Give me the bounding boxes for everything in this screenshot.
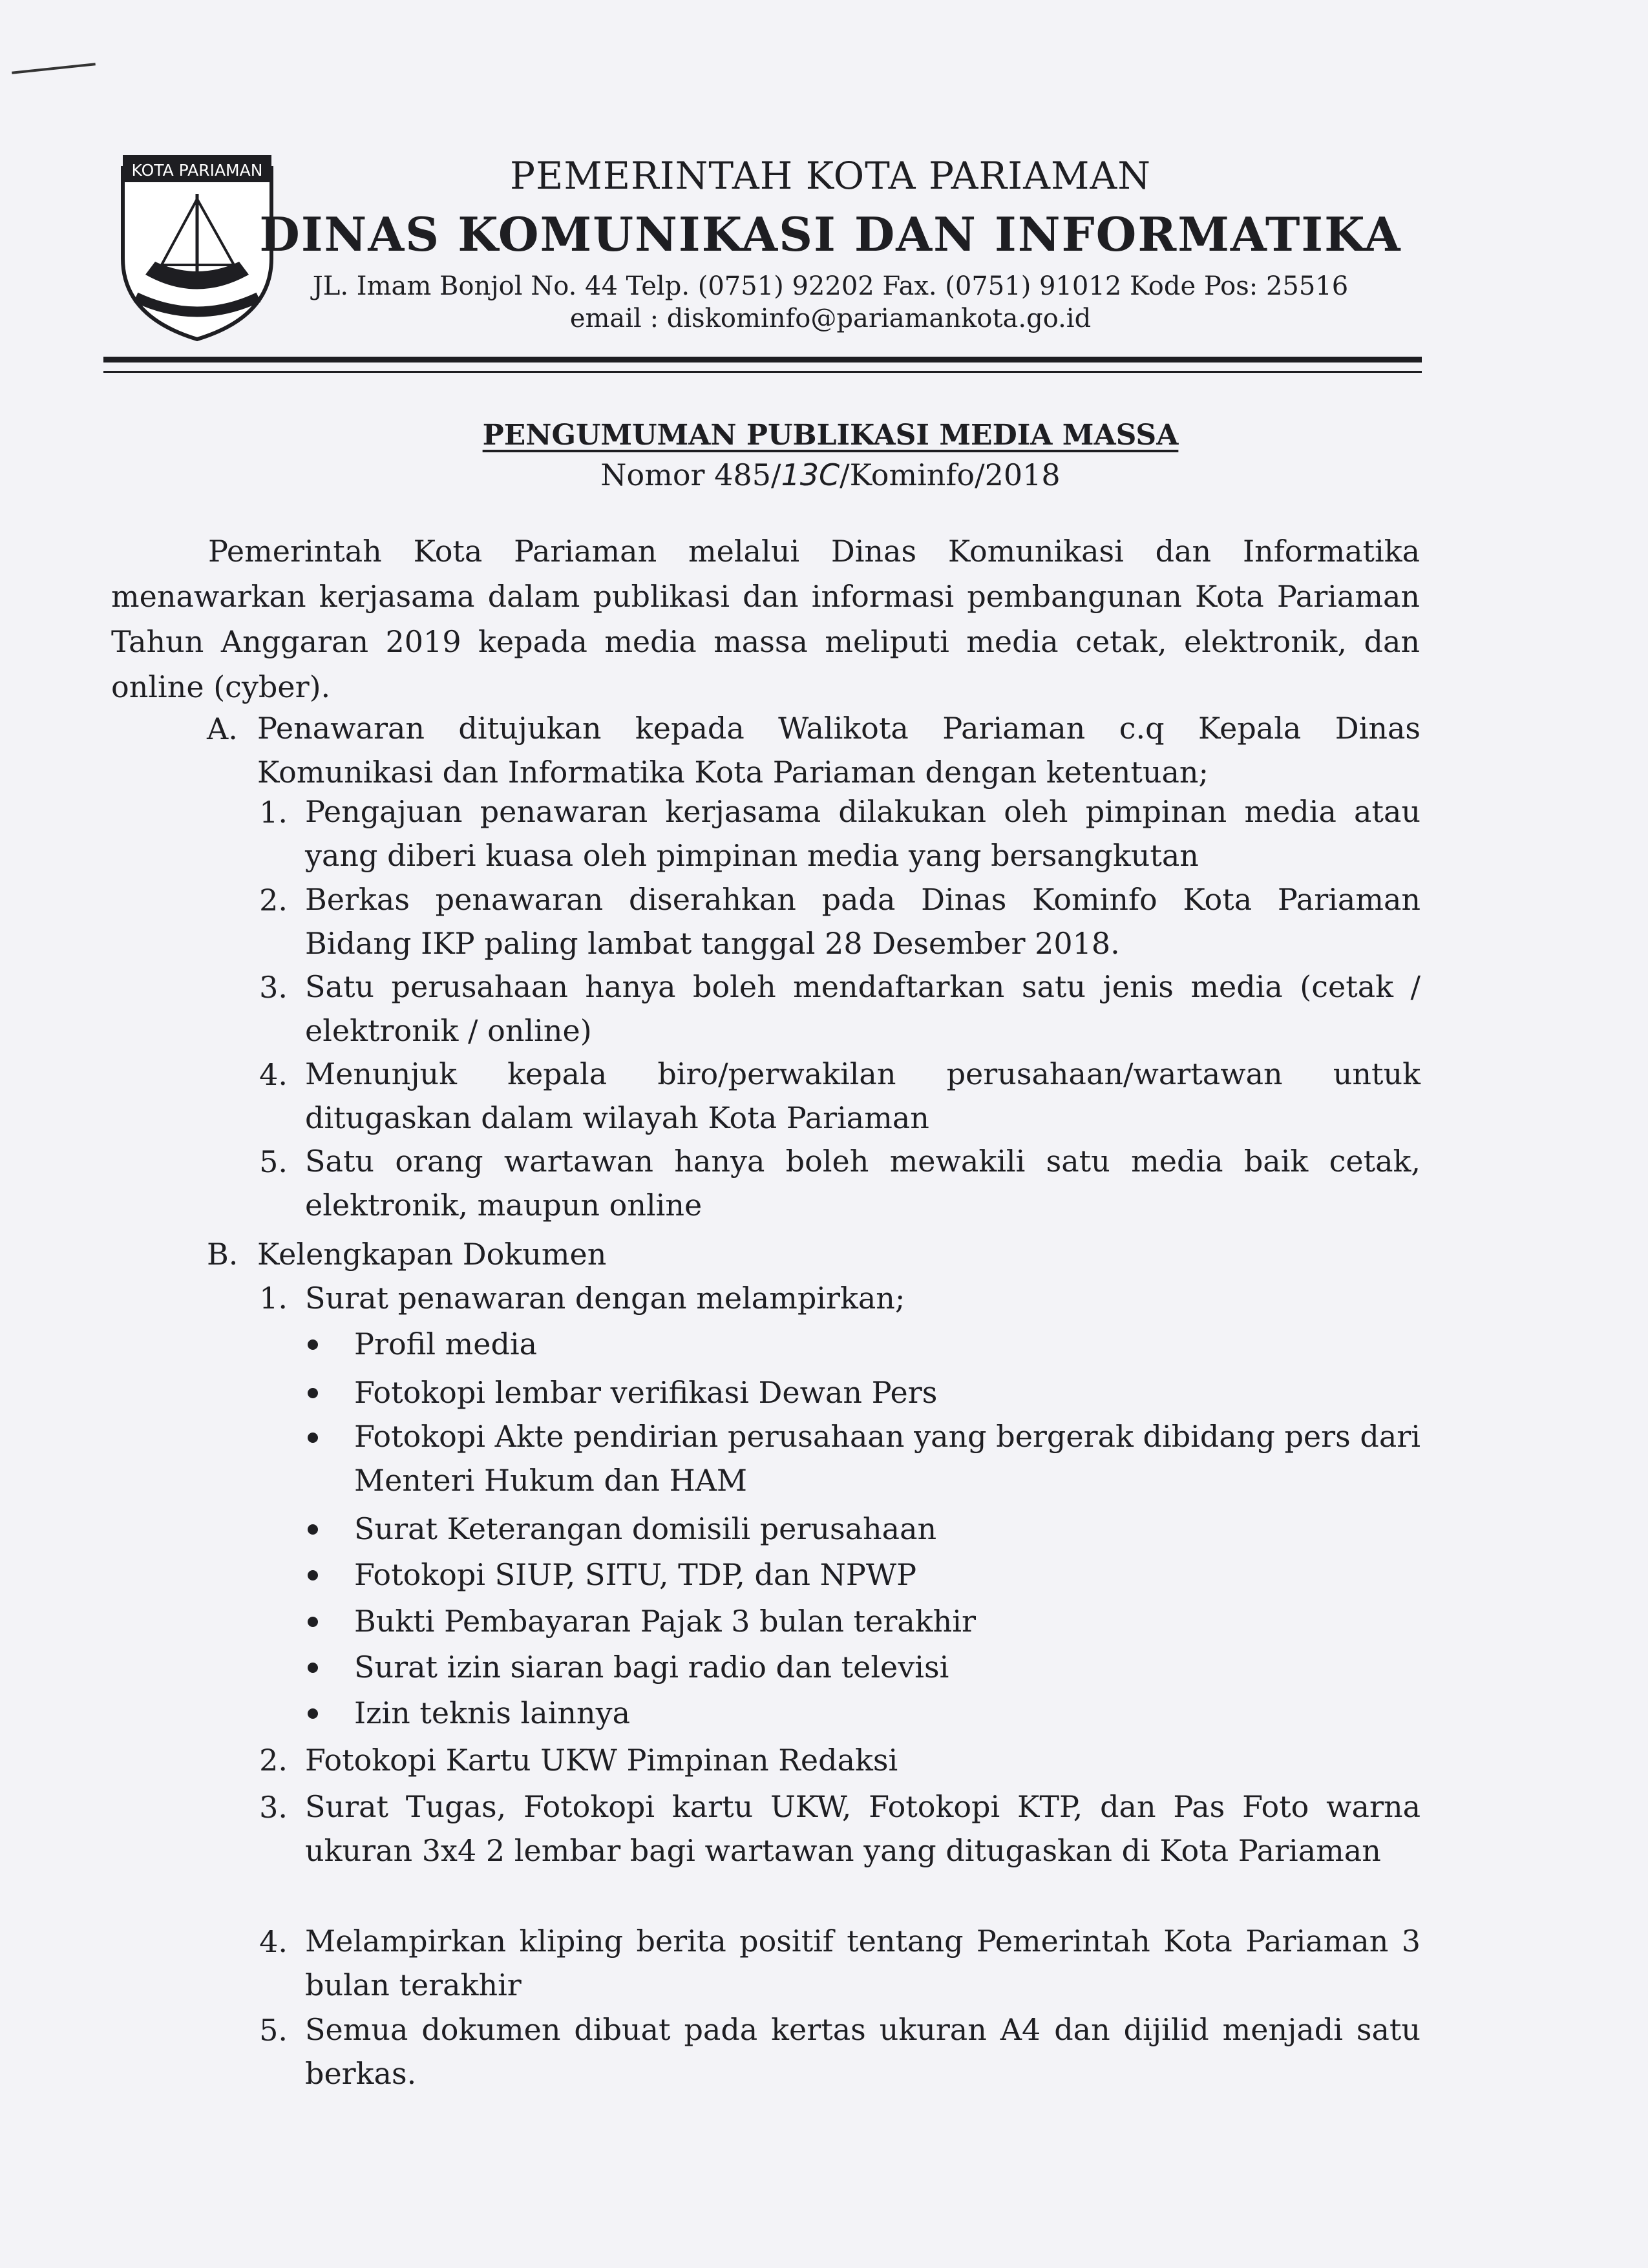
agency-email: email : diskominfo@pariamankota.go.id: [569, 304, 1092, 333]
attachment-item: Bukti Pembayaran Pajak 3 bulan terakhir: [354, 1604, 976, 1639]
letterhead-divider-thin: [103, 371, 1422, 373]
a-item-text: Berkas penawaran diserahkan pada Dinas Kominfo Kota Pariaman Bidang IKP paling lambat tanggal 28 Desember 2018.: [305, 882, 1421, 961]
b-item-number: 1.: [259, 1281, 288, 1316]
a-item-number: 1.: [259, 795, 288, 830]
a-item-number: 4.: [259, 1057, 288, 1092]
b-item-text: Surat penawaran dengan melampirkan;: [305, 1281, 905, 1316]
bullet-icon: [308, 1617, 318, 1627]
bullet-icon: [308, 1388, 318, 1398]
b-item-number: 5.: [259, 2013, 288, 2048]
bullet-icon: [308, 1708, 318, 1719]
svg-text:KOTA PARIAMAN: KOTA PARIAMAN: [131, 161, 263, 180]
attachment-item: Fotokopi lembar verifikasi Dewan Pers: [354, 1375, 938, 1410]
handwritten-number: 13C: [781, 457, 840, 492]
a-item-number: 2.: [259, 883, 288, 918]
b-item-number: 2.: [259, 1743, 288, 1778]
a-item-text: Satu orang wartawan hanya boleh mewakili satu media baik cetak, elektronik, maupun online: [305, 1144, 1421, 1223]
section-a-label: A.: [207, 711, 238, 746]
letterhead-divider: [103, 357, 1422, 362]
government-name: PEMERINTAH KOTA PARIAMAN: [509, 154, 1152, 198]
attachment-item: Fotokopi SIUP, SITU, TDP, dan NPWP: [354, 1557, 917, 1592]
attachment-item: Surat Keterangan domisili perusahaan: [354, 1511, 937, 1546]
agency-address: JL. Imam Bonjol No. 44 Telp. (0751) 92202 Fax. (0751) 91012 Kode Pos: 25516: [312, 271, 1349, 301]
attachment-item: Surat izin siaran bagi radio dan televisi: [354, 1650, 949, 1685]
bullet-icon: [308, 1663, 318, 1673]
bullet-icon: [308, 1570, 318, 1580]
agency-name: DINAS KOMUNIKASI DAN INFORMATIKA: [259, 207, 1402, 262]
attachment-item: Fotokopi Akte pendirian perusahaan yang bergerak dibidang pers dari Menteri Hukum dan HAM: [354, 1419, 1421, 1498]
b-item-number: 4.: [259, 1924, 288, 1959]
intro-paragraph: Pemerintah Kota Pariaman melalui Dinas Komunikasi dan Informatika menawarkan kerjasama dalam publikasi dan informasi pembangunan Kota Pariaman Tahun Anggaran 2019 kepada media massa meliputi media cetak, elektronik, dan online (cyber).: [111, 534, 1420, 704]
section-b-text: Kelengkapan Dokumen: [257, 1237, 607, 1272]
bullet-icon: [308, 1433, 318, 1443]
bullet-icon: [308, 1524, 318, 1535]
b-item-text: Melampirkan kliping berita positif tentang Pemerintah Kota Pariaman 3 bulan terakhir: [305, 1924, 1421, 2002]
a-item-text: Pengajuan penawaran kerjasama dilakukan oleh pimpinan media atau yang diberi kuasa oleh pimpinan media yang bersangkutan: [305, 794, 1421, 873]
a-item-text: Menunjuk kepala biro/perwakilan perusahaan/wartawan untuk ditugaskan dalam wilayah Kota Pariaman: [305, 1056, 1421, 1135]
document-number: Nomor 485/13C/Kominfo/2018: [600, 457, 1061, 492]
b-item-number: 3.: [259, 1790, 288, 1825]
pen-stroke-mark: [12, 63, 96, 74]
section-a-text: Penawaran ditujukan kepada Walikota Pariaman c.q Kepala Dinas Komunikasi dan Informatika Kota Pariaman dengan ketentuan;: [257, 711, 1421, 790]
kota-pariaman-logo: [116, 149, 278, 342]
b-item-text: Fotokopi Kartu UKW Pimpinan Redaksi: [305, 1743, 898, 1778]
attachment-item: Izin teknis lainnya: [354, 1696, 631, 1730]
b-item-text: Surat Tugas, Fotokopi kartu UKW, Fotokopi KTP, dan Pas Foto warna ukuran 3x4 2 lembar bagi wartawan yang ditugaskan di Kota Pariaman: [305, 1789, 1421, 1868]
attachment-item: Profil media: [354, 1327, 538, 1361]
section-b-label: B.: [207, 1237, 238, 1272]
a-item-number: 3.: [259, 970, 288, 1005]
a-item-text: Satu perusahaan hanya boleh mendaftarkan satu jenis media (cetak / elektronik / online): [305, 969, 1421, 1048]
a-item-number: 5.: [259, 1144, 288, 1179]
bullet-icon: [308, 1339, 318, 1350]
document-title: PENGUMUMAN PUBLIKASI MEDIA MASSA: [482, 419, 1179, 452]
b-item-text: Semua dokumen dibuat pada kertas ukuran A4 dan dijilid menjadi satu berkas.: [305, 2012, 1421, 2091]
